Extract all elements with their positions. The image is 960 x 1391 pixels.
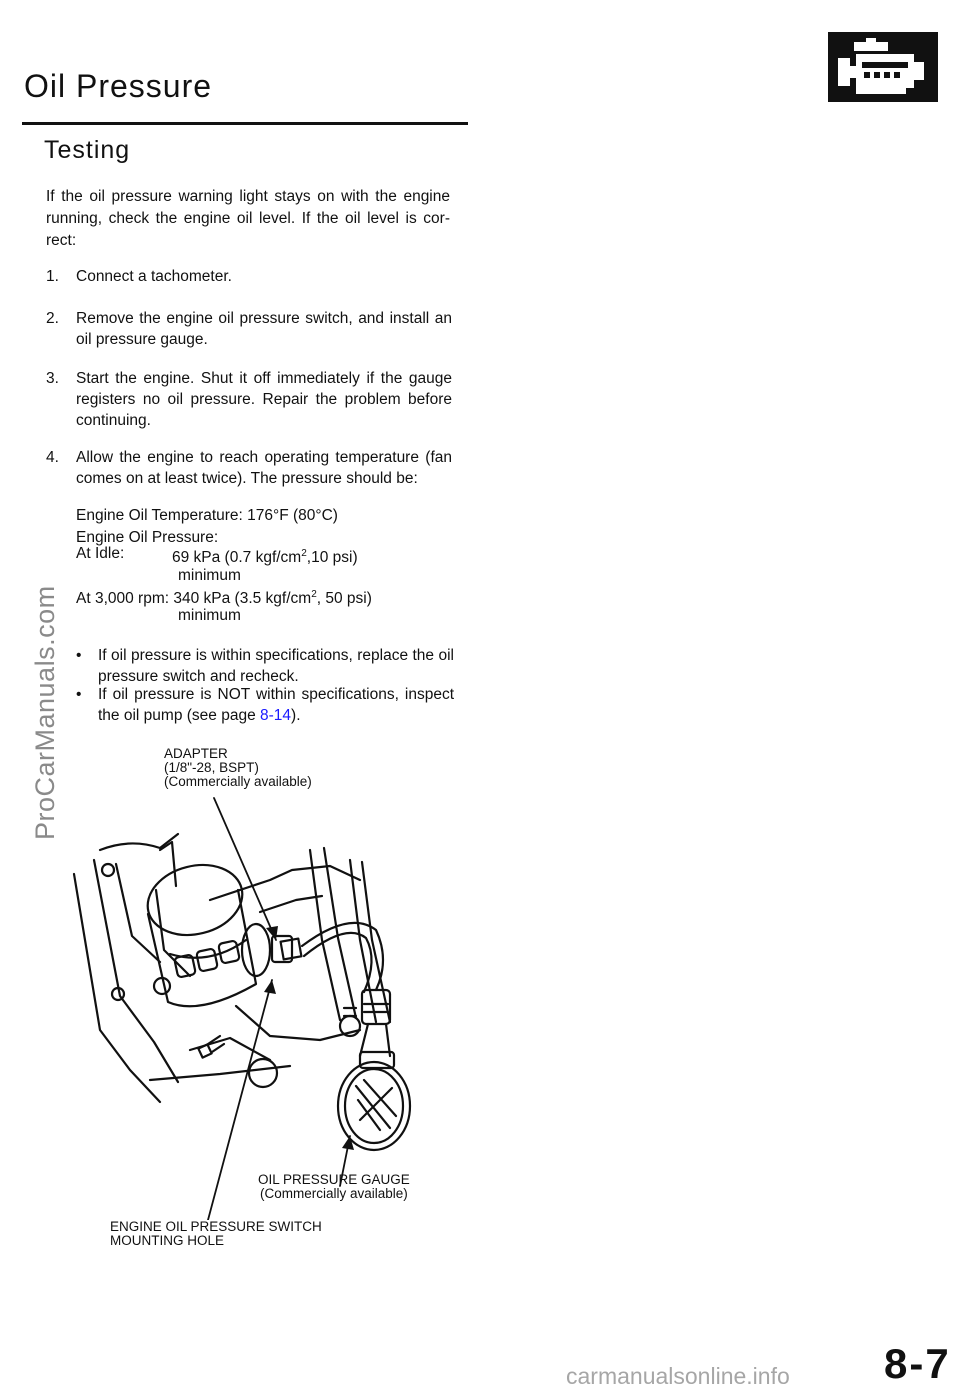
step-number: 4. — [46, 449, 59, 466]
step-text: Allow the engine to reach operating temperature (fan comes on at least twice). The pressure should be: — [76, 449, 452, 487]
spec-idle-value: 69 kPa (0.7 kgf/$cm^2,10$ psi) — [172, 548, 358, 567]
intro-paragraph: If the oil pressure warning light stays on with the engine running, check the engine oil level. If the oil level is cor-rect: — [46, 188, 450, 249]
step-text: Remove the engine oil pressure switch, and install an oil pressure gauge. — [76, 310, 452, 348]
adapter-caption: ADAPTER (1/8"-28, BSPT) (Commercially available) — [164, 746, 312, 789]
spec-temperature: Engine Oil Temperature: 176°F (80°C) — [76, 507, 338, 524]
step-1 — [46, 266, 452, 287]
spec-idle-minimum: minimum — [178, 567, 241, 584]
spec-idle-label: At Idle: — [76, 545, 125, 562]
bullet-not-within-spec — [76, 684, 454, 726]
watermark-procarmanuals: ProCarManuals.com — [30, 585, 60, 840]
spec-rpm-minimum: minimum — [178, 607, 241, 624]
step-number: 2. — [46, 310, 59, 327]
watermark-carmanualsonline: carmanualsonline.info — [566, 1363, 790, 1389]
bullet-text: If oil pressure is within specifications, replace the oil pressure switch and recheck. — [98, 647, 454, 685]
step-number: 1. — [46, 268, 59, 285]
step-text: Connect a tachometer. — [76, 268, 232, 285]
bullet-dot: • — [76, 686, 82, 703]
step-2 — [46, 308, 452, 350]
step-number: 3. — [46, 370, 59, 387]
step-text: Start the engine. Shut it off immediately if the gauge registers no oil pressure. Repair the problem before continuing. — [76, 370, 452, 429]
page-number: 8-7 — [884, 1340, 951, 1387]
bullet-dot: • — [76, 647, 82, 664]
page-title: Oil Pressure — [24, 68, 213, 104]
step-4 — [46, 447, 452, 489]
bullet-within-spec — [76, 645, 454, 687]
section-heading: Testing — [44, 136, 131, 164]
spec-idle-row — [76, 544, 358, 567]
engine-icon — [828, 32, 938, 102]
switch-caption: ENGINE OIL PRESSURE SWITCH MOUNTING HOLE — [110, 1219, 322, 1248]
spec-pressure-label: Engine Oil Pressure: — [76, 529, 219, 546]
title-rule — [22, 122, 468, 125]
page-link-8-14[interactable]: 8-14 — [260, 707, 292, 724]
spec-rpm-value: 340 kPa (3.5 kgf/$cm^2$, 50 psi) — [173, 589, 372, 608]
oil-pressure-illustration — [60, 790, 480, 1220]
bullet-text: If oil pressure is NOT within specifications, inspect the oil pump (see page 8-14). — [98, 686, 454, 724]
spec-rpm-label: At 3,000 rpm: — [76, 590, 170, 608]
step-3 — [46, 368, 452, 431]
gauge-caption: OIL PRESSURE GAUGE (Commercially available) — [258, 1172, 410, 1201]
